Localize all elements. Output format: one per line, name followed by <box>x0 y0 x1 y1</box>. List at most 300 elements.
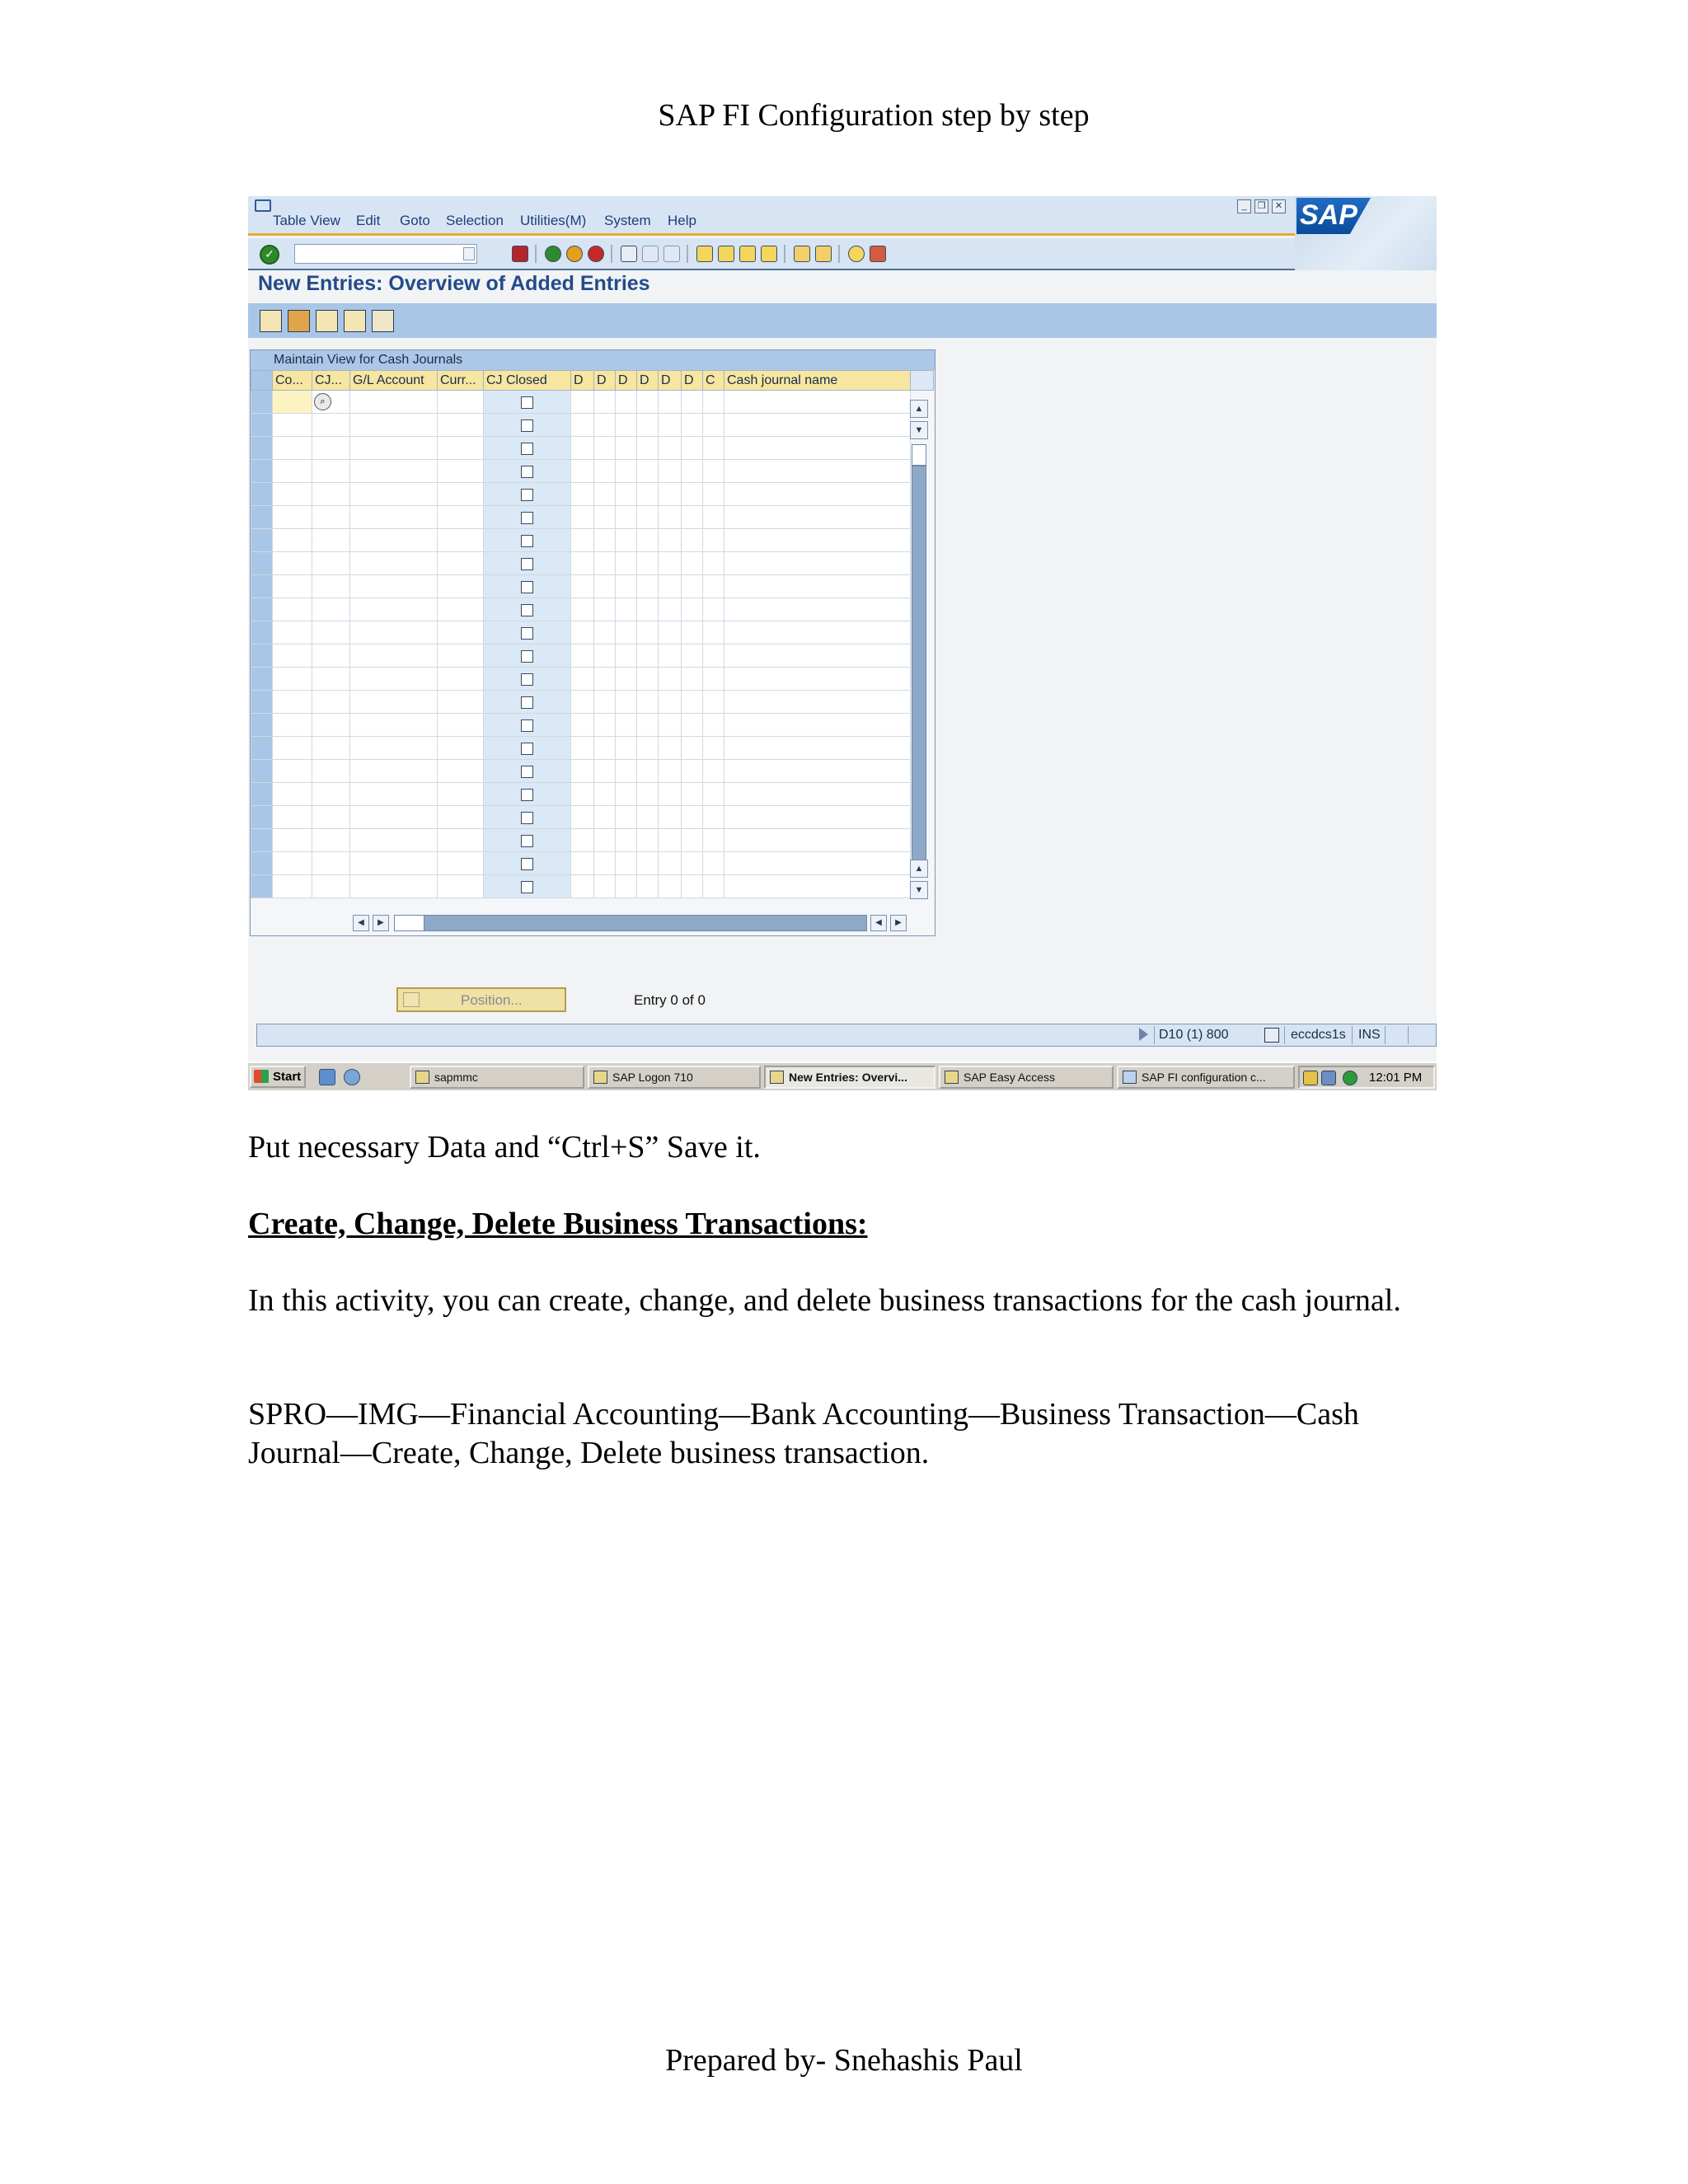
grid-cell[interactable] <box>594 668 616 691</box>
grid-cell[interactable] <box>594 852 616 875</box>
grid-cell[interactable] <box>637 714 659 737</box>
cj-closed-cell[interactable] <box>484 644 571 668</box>
grid-cell[interactable] <box>273 529 312 552</box>
scroll-up-icon[interactable]: ▲ <box>910 400 928 418</box>
display-change-icon[interactable] <box>260 310 282 332</box>
grid-cell[interactable] <box>659 621 682 644</box>
row-selector[interactable] <box>251 760 273 783</box>
cj-closed-cell[interactable] <box>484 806 571 829</box>
row-selector-header[interactable] <box>251 371 273 391</box>
grid-cell[interactable] <box>594 644 616 668</box>
grid-cell[interactable] <box>273 852 312 875</box>
grid-cell[interactable] <box>594 598 616 621</box>
menu-goto[interactable]: Goto <box>400 213 430 228</box>
grid-cell[interactable] <box>724 598 911 621</box>
task-word-document[interactable] <box>1117 1066 1295 1089</box>
grid-cell[interactable] <box>703 691 724 714</box>
cj-closed-cell[interactable] <box>484 691 571 714</box>
grid-cell[interactable] <box>703 506 724 529</box>
grid-cell[interactable] <box>703 829 724 852</box>
grid-cell[interactable] <box>637 391 659 414</box>
grid-cell[interactable] <box>438 875 484 898</box>
grid-cell[interactable] <box>616 806 637 829</box>
grid-cell[interactable] <box>312 714 350 737</box>
grid-cell[interactable] <box>571 806 594 829</box>
enter-icon[interactable]: ✓ <box>260 245 279 265</box>
grid-cell[interactable] <box>312 852 350 875</box>
row-selector[interactable] <box>251 621 273 644</box>
grid-cell[interactable] <box>724 806 911 829</box>
grid-cell[interactable] <box>594 460 616 483</box>
grid-cell[interactable] <box>724 668 911 691</box>
create-shortcut-icon[interactable] <box>815 246 832 262</box>
grid-cell[interactable] <box>724 737 911 760</box>
grid-cell[interactable] <box>682 391 703 414</box>
exit-icon[interactable] <box>566 246 583 262</box>
grid-cell[interactable] <box>682 875 703 898</box>
task-sap-logon[interactable] <box>588 1066 761 1089</box>
print-icon[interactable] <box>621 246 637 262</box>
grid-cell[interactable] <box>682 437 703 460</box>
row-selector[interactable] <box>251 668 273 691</box>
grid-cell[interactable] <box>571 783 594 806</box>
grid-cell[interactable] <box>350 414 438 437</box>
grid-cell[interactable] <box>594 575 616 598</box>
vertical-scrollbar[interactable] <box>910 400 928 901</box>
grid-cell[interactable] <box>637 737 659 760</box>
grid-cell[interactable] <box>637 437 659 460</box>
grid-cell[interactable] <box>637 783 659 806</box>
cj-closed-checkbox[interactable] <box>521 789 533 801</box>
layout-menu-icon[interactable] <box>870 246 886 262</box>
grid-cell[interactable] <box>273 691 312 714</box>
row-selector[interactable] <box>251 529 273 552</box>
select-all-icon[interactable] <box>316 310 338 332</box>
grid-cell[interactable] <box>637 829 659 852</box>
row-selector[interactable] <box>251 691 273 714</box>
grid-cell[interactable] <box>312 691 350 714</box>
window-menu-icon[interactable] <box>255 199 271 212</box>
grid-cell[interactable] <box>616 552 637 575</box>
row-selector[interactable] <box>251 829 273 852</box>
show-desktop-icon[interactable] <box>319 1069 335 1085</box>
column-cj-closed[interactable]: CJ Closed <box>484 371 571 391</box>
scroll-thumb[interactable] <box>912 444 926 466</box>
grid-cell[interactable] <box>571 506 594 529</box>
grid-cell[interactable] <box>312 760 350 783</box>
grid-cell[interactable] <box>703 714 724 737</box>
grid-cell[interactable] <box>594 783 616 806</box>
cj-closed-cell[interactable] <box>484 391 571 414</box>
grid-cell[interactable] <box>659 644 682 668</box>
cj-closed-checkbox[interactable] <box>521 581 533 593</box>
grid-cell[interactable] <box>703 598 724 621</box>
grid-cell[interactable] <box>724 460 911 483</box>
grid-cell[interactable] <box>637 414 659 437</box>
grid-cell[interactable] <box>350 575 438 598</box>
grid-cell[interactable] <box>682 691 703 714</box>
grid-cell[interactable] <box>659 437 682 460</box>
grid-cell[interactable] <box>659 829 682 852</box>
cj-closed-cell[interactable] <box>484 852 571 875</box>
create-session-icon[interactable] <box>794 246 810 262</box>
grid-cell[interactable] <box>594 714 616 737</box>
grid-cell[interactable] <box>616 875 637 898</box>
grid-cell[interactable] <box>682 668 703 691</box>
delete-icon[interactable] <box>288 310 310 332</box>
cj-closed-cell[interactable] <box>484 829 571 852</box>
row-selector[interactable] <box>251 460 273 483</box>
grid-cell[interactable] <box>571 737 594 760</box>
grid-cell[interactable] <box>616 391 637 414</box>
scroll-right-icon[interactable]: ▶ <box>373 915 389 931</box>
close-icon[interactable]: ✕ <box>1272 199 1286 213</box>
grid-cell[interactable] <box>616 483 637 506</box>
grid-cell[interactable] <box>350 852 438 875</box>
grid-cell[interactable] <box>273 783 312 806</box>
task-sap-easy-access[interactable] <box>939 1066 1114 1089</box>
menu-system[interactable]: System <box>604 213 651 228</box>
grid-cell[interactable] <box>682 714 703 737</box>
grid-cell[interactable] <box>312 529 350 552</box>
column-c[interactable]: C <box>703 371 724 391</box>
grid-cell[interactable] <box>682 644 703 668</box>
grid-cell[interactable] <box>616 829 637 852</box>
grid-cell[interactable] <box>724 852 911 875</box>
grid-cell[interactable] <box>273 760 312 783</box>
grid-cell[interactable] <box>703 575 724 598</box>
menu-selection[interactable]: Selection <box>446 213 504 228</box>
grid-cell[interactable] <box>724 414 911 437</box>
row-selector[interactable] <box>251 483 273 506</box>
column-d3[interactable]: D <box>616 371 637 391</box>
cj-closed-cell[interactable] <box>484 460 571 483</box>
grid-cell[interactable] <box>724 506 911 529</box>
task-new-entries[interactable] <box>764 1066 935 1089</box>
grid-cell[interactable] <box>438 414 484 437</box>
first-page-icon[interactable] <box>696 246 713 262</box>
column-d2[interactable]: D <box>594 371 616 391</box>
grid-cell[interactable] <box>703 552 724 575</box>
grid-cell[interactable] <box>594 506 616 529</box>
cj-closed-cell[interactable] <box>484 414 571 437</box>
grid-cell[interactable] <box>659 875 682 898</box>
grid-cell[interactable] <box>312 437 350 460</box>
column-d6[interactable]: D <box>682 371 703 391</box>
grid-cell[interactable] <box>703 783 724 806</box>
row-selector[interactable] <box>251 644 273 668</box>
grid-cell[interactable] <box>312 552 350 575</box>
grid-cell[interactable] <box>438 552 484 575</box>
grid-cell[interactable] <box>273 714 312 737</box>
column-d4[interactable]: D <box>637 371 659 391</box>
grid-cell[interactable] <box>594 552 616 575</box>
grid-cell[interactable] <box>637 483 659 506</box>
grid-cell[interactable] <box>637 621 659 644</box>
grid-cell[interactable] <box>724 552 911 575</box>
menu-table-view[interactable]: Table View <box>273 213 340 228</box>
cj-closed-checkbox[interactable] <box>521 489 533 501</box>
cj-closed-cell[interactable] <box>484 506 571 529</box>
grid-cell[interactable] <box>659 414 682 437</box>
grid-cell[interactable] <box>616 760 637 783</box>
grid-cell[interactable] <box>312 737 350 760</box>
scroll-down-icon[interactable]: ▼ <box>910 881 928 899</box>
cj-closed-checkbox[interactable] <box>521 766 533 778</box>
grid-cell[interactable] <box>594 737 616 760</box>
grid-cell[interactable] <box>273 575 312 598</box>
grid-cell[interactable] <box>724 575 911 598</box>
grid-cell[interactable] <box>682 414 703 437</box>
grid-cell[interactable] <box>616 737 637 760</box>
grid-cell[interactable] <box>571 437 594 460</box>
grid-cell[interactable] <box>273 829 312 852</box>
grid-cell[interactable] <box>659 529 682 552</box>
cj-closed-cell[interactable] <box>484 760 571 783</box>
grid-cell[interactable] <box>616 668 637 691</box>
grid-cell[interactable] <box>350 483 438 506</box>
row-selector[interactable] <box>251 783 273 806</box>
row-selector[interactable] <box>251 852 273 875</box>
grid-cell[interactable] <box>637 529 659 552</box>
grid-cell[interactable] <box>703 668 724 691</box>
grid-cell[interactable] <box>724 437 911 460</box>
grid-cell[interactable] <box>724 529 911 552</box>
previous-page-icon[interactable] <box>718 246 734 262</box>
grid-cell[interactable] <box>682 598 703 621</box>
grid-cell[interactable] <box>438 806 484 829</box>
grid-cell[interactable] <box>659 391 682 414</box>
start-button[interactable] <box>250 1066 306 1088</box>
internet-explorer-icon[interactable] <box>344 1069 360 1085</box>
deselect-all-icon[interactable] <box>372 310 394 332</box>
grid-cell[interactable] <box>724 829 911 852</box>
scroll-track[interactable] <box>912 466 926 869</box>
grid-cell[interactable] <box>616 691 637 714</box>
column-company-code[interactable]: Co... <box>273 371 312 391</box>
grid-cell[interactable] <box>616 529 637 552</box>
grid-cell[interactable] <box>571 714 594 737</box>
cj-closed-cell[interactable] <box>484 598 571 621</box>
column-gl-account[interactable]: G/L Account <box>350 371 438 391</box>
cj-closed-checkbox[interactable] <box>521 466 533 478</box>
grid-cell[interactable] <box>273 875 312 898</box>
menu-help[interactable]: Help <box>668 213 696 228</box>
grid-cell[interactable] <box>724 783 911 806</box>
grid-cell[interactable] <box>724 875 911 898</box>
grid-cell[interactable] <box>682 852 703 875</box>
grid-cell[interactable] <box>571 529 594 552</box>
command-history-icon[interactable] <box>463 247 475 260</box>
grid-cell[interactable] <box>616 714 637 737</box>
menu-utilities[interactable]: Utilities(M) <box>520 213 587 228</box>
grid-cell[interactable] <box>682 483 703 506</box>
grid-cell[interactable] <box>724 621 911 644</box>
grid-cell[interactable] <box>273 598 312 621</box>
grid-cell[interactable] <box>703 737 724 760</box>
cj-closed-cell[interactable] <box>484 737 571 760</box>
grid-cell[interactable] <box>438 575 484 598</box>
tray-sap-icon[interactable] <box>1303 1071 1318 1085</box>
value-help-icon[interactable]: ⌕ <box>314 393 331 410</box>
grid-cell[interactable] <box>571 621 594 644</box>
cj-closed-cell[interactable] <box>484 714 571 737</box>
grid-cell[interactable] <box>594 691 616 714</box>
column-left-icon[interactable]: ◀ <box>870 915 887 931</box>
cj-closed-cell[interactable] <box>484 575 571 598</box>
grid-cell[interactable] <box>637 644 659 668</box>
row-selector[interactable] <box>251 437 273 460</box>
grid-cell[interactable] <box>438 391 484 414</box>
page-down-icon[interactable]: ▼ <box>910 421 928 439</box>
grid-cell[interactable] <box>350 875 438 898</box>
grid-cell[interactable] <box>637 552 659 575</box>
grid-cell[interactable] <box>703 529 724 552</box>
grid-cell[interactable] <box>438 460 484 483</box>
grid-cell[interactable] <box>571 691 594 714</box>
grid-cell[interactable] <box>438 483 484 506</box>
grid-cell[interactable] <box>703 414 724 437</box>
grid-cell[interactable] <box>312 460 350 483</box>
grid-cell[interactable] <box>350 644 438 668</box>
grid-cell[interactable] <box>438 668 484 691</box>
cj-closed-checkbox[interactable] <box>521 558 533 570</box>
grid-cell[interactable] <box>571 552 594 575</box>
tray-network-icon[interactable] <box>1321 1071 1336 1085</box>
cj-closed-checkbox[interactable] <box>521 743 533 755</box>
grid-cell[interactable] <box>682 460 703 483</box>
system-info-icon[interactable] <box>1264 1028 1279 1043</box>
cj-closed-cell[interactable] <box>484 483 571 506</box>
minimize-icon[interactable]: _ <box>1237 199 1251 213</box>
cj-closed-checkbox[interactable] <box>521 396 533 409</box>
grid-cell[interactable] <box>350 529 438 552</box>
row-selector[interactable] <box>251 575 273 598</box>
grid-cell[interactable] <box>637 806 659 829</box>
status-expand-icon[interactable] <box>1139 1028 1148 1041</box>
grid-cell[interactable] <box>659 714 682 737</box>
arrow-left-icon[interactable] <box>487 246 497 262</box>
row-selector[interactable] <box>251 506 273 529</box>
grid-cell[interactable] <box>703 621 724 644</box>
row-selector[interactable] <box>251 414 273 437</box>
grid-cell[interactable] <box>659 668 682 691</box>
grid-cell[interactable] <box>724 691 911 714</box>
grid-cell[interactable] <box>273 506 312 529</box>
grid-cell[interactable] <box>594 829 616 852</box>
grid-cell[interactable] <box>312 806 350 829</box>
grid-cell[interactable] <box>571 875 594 898</box>
cj-closed-checkbox[interactable] <box>521 835 533 847</box>
cj-closed-checkbox[interactable] <box>521 604 533 616</box>
grid-cell[interactable] <box>637 875 659 898</box>
cj-closed-checkbox[interactable] <box>521 719 533 732</box>
row-selector[interactable] <box>251 806 273 829</box>
cj-closed-checkbox[interactable] <box>521 627 533 640</box>
grid-cell[interactable] <box>637 506 659 529</box>
grid-cell[interactable] <box>350 437 438 460</box>
grid-cell[interactable] <box>659 852 682 875</box>
grid-cell[interactable] <box>312 644 350 668</box>
grid-cell[interactable] <box>616 598 637 621</box>
grid-cell[interactable] <box>616 644 637 668</box>
command-field[interactable] <box>294 244 477 264</box>
grid-cell[interactable] <box>438 621 484 644</box>
grid-cell[interactable] <box>350 506 438 529</box>
grid-cell[interactable] <box>350 621 438 644</box>
tray-status-icon[interactable] <box>1343 1071 1357 1085</box>
grid-cell[interactable] <box>312 829 350 852</box>
grid-cell[interactable] <box>438 598 484 621</box>
grid-cell[interactable] <box>273 737 312 760</box>
hscroll-thumb[interactable] <box>395 916 424 930</box>
next-page-icon[interactable] <box>739 246 756 262</box>
grid-cell[interactable] <box>703 460 724 483</box>
horizontal-scrollbar[interactable] <box>251 913 935 933</box>
grid-cell[interactable] <box>350 668 438 691</box>
grid-cell[interactable] <box>438 529 484 552</box>
grid-cell[interactable] <box>350 460 438 483</box>
cancel-icon[interactable] <box>588 246 604 262</box>
row-selector[interactable] <box>251 598 273 621</box>
grid-cell[interactable] <box>350 691 438 714</box>
cj-closed-checkbox[interactable] <box>521 696 533 709</box>
grid-cell[interactable] <box>659 691 682 714</box>
grid-cell[interactable] <box>438 644 484 668</box>
grid-cell[interactable] <box>703 852 724 875</box>
grid-cell[interactable] <box>659 575 682 598</box>
select-block-icon[interactable] <box>344 310 366 332</box>
grid-cell[interactable] <box>616 437 637 460</box>
grid-cell[interactable] <box>273 437 312 460</box>
grid-cell[interactable] <box>616 852 637 875</box>
grid-cell[interactable] <box>438 714 484 737</box>
grid-cell[interactable] <box>703 391 724 414</box>
grid-cell[interactable] <box>724 760 911 783</box>
grid-cell[interactable] <box>594 437 616 460</box>
grid-cell[interactable] <box>571 414 594 437</box>
column-right-icon[interactable]: ▶ <box>890 915 907 931</box>
grid-cell[interactable] <box>682 737 703 760</box>
cj-closed-checkbox[interactable] <box>521 512 533 524</box>
grid-cell[interactable] <box>312 875 350 898</box>
grid-cell[interactable] <box>350 714 438 737</box>
back-icon[interactable] <box>545 246 561 262</box>
grid-cell[interactable] <box>724 644 911 668</box>
grid-cell[interactable] <box>724 483 911 506</box>
grid-cell[interactable] <box>659 737 682 760</box>
grid-cell[interactable] <box>659 598 682 621</box>
hscroll-track[interactable] <box>394 915 867 931</box>
row-selector[interactable] <box>251 875 273 898</box>
grid-cell[interactable] <box>571 483 594 506</box>
grid-cell[interactable] <box>571 644 594 668</box>
cj-closed-checkbox[interactable] <box>521 881 533 893</box>
grid-cell[interactable] <box>637 575 659 598</box>
cj-closed-cell[interactable] <box>484 529 571 552</box>
grid-cell[interactable] <box>438 506 484 529</box>
grid-cell[interactable] <box>350 783 438 806</box>
grid-cell[interactable] <box>637 691 659 714</box>
grid-cell[interactable] <box>724 714 911 737</box>
grid-cell[interactable] <box>637 852 659 875</box>
grid-cell[interactable] <box>350 552 438 575</box>
grid-cell[interactable] <box>594 414 616 437</box>
grid-cell[interactable] <box>312 575 350 598</box>
grid-cell[interactable] <box>703 760 724 783</box>
grid-cell[interactable] <box>659 483 682 506</box>
cj-closed-cell[interactable] <box>484 552 571 575</box>
